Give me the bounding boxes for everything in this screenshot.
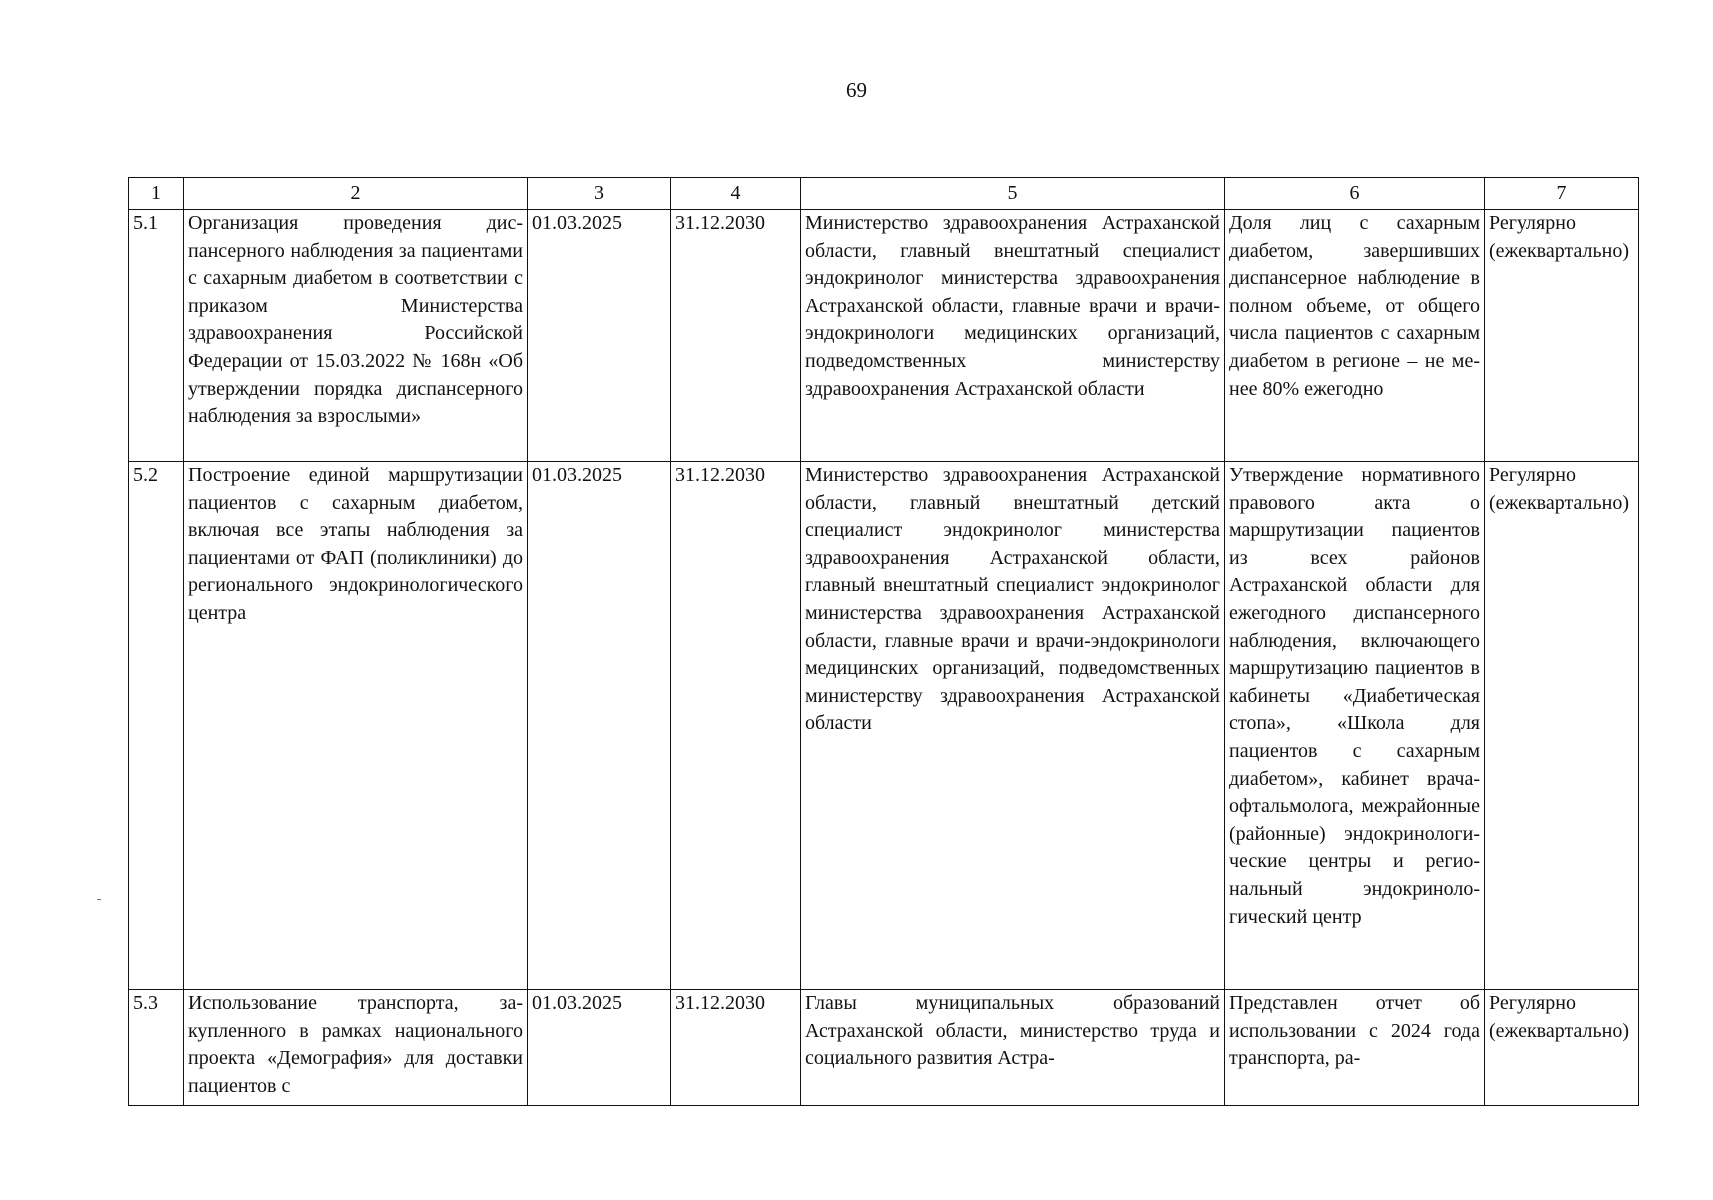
end-date: 31.12.2030: [671, 462, 801, 990]
column-header-5: 5: [801, 178, 1225, 210]
measure-description: Использование транспорта, закупленного в рамках национального проекта «Демография» для доставки пациентов с: [184, 990, 528, 1106]
expected-result: Утверждение нормативного правового акта о маршрутизации пациентов из всех районов Астраханской области для ежегодного диспансерного наблюдения, включающего маршрутизацию пациентов в кабинеты «Диабетическая стопа», «Школа для пациентов с сахарным диабетом», кабинет врача-офтальмолога, межрайонные (районные) эндокринологические центры и региональный эндокринологический центр: [1225, 462, 1485, 990]
responsible-parties: Министерство здравоохранения Астраханской области, главный внештатный специалист эндокринолог министерства здравоохранения Астраханской области, главные врачи и врачи-эндокринологи медицинских организаций, подведомственных министерству здравоохранения Астраханской области: [801, 210, 1225, 462]
table-row: [129, 462, 1639, 990]
responsible-parties: Главы муниципальных образований Астраханской области, министерство труда и социального развития Астра-: [801, 990, 1225, 1106]
column-header-2: 2: [184, 178, 528, 210]
frequency: Регулярно (ежеквартально): [1485, 990, 1639, 1106]
column-header-4: 4: [671, 178, 801, 210]
table-header-row: [129, 178, 1639, 210]
end-date: 31.12.2030: [671, 990, 801, 1106]
table-row: [129, 210, 1639, 462]
expected-result: Представлен отчет об использовании с 2024 года транспорта, ра-: [1225, 990, 1485, 1106]
row-number: 5.3: [129, 990, 184, 1106]
measures-table: [128, 177, 1639, 1106]
row-number: 5.1: [129, 210, 184, 462]
column-header-3: 3: [528, 178, 671, 210]
table-row: [129, 990, 1639, 1106]
column-header-7: 7: [1485, 178, 1639, 210]
start-date: 01.03.2025: [528, 462, 671, 990]
responsible-parties: Министерство здравоохранения Астраханской области, главный внештатный детский специалист эндокринолог министерства здравоохранения Астраханской области, главный внештатный специалист эндокринолог министерства здравоохранения Астраханской области, главные врачи и врачи-эндокринологи медицинских организаций, подведомственных министерству здравоохранения Астраханской области: [801, 462, 1225, 990]
frequency: Регулярно (ежеквартально): [1485, 462, 1639, 990]
row-number: 5.2: [129, 462, 184, 990]
start-date: 01.03.2025: [528, 990, 671, 1106]
start-date: 01.03.2025: [528, 210, 671, 462]
scan-mark: [97, 899, 101, 900]
expected-result: Доля лиц с сахарным диабетом, завершивших диспансерное наблюдение в полном объеме, от общего числа пациентов с сахарным диабетом в регионе – не менее 80% ежегодно: [1225, 210, 1485, 462]
frequency: Регулярно (ежеквартально): [1485, 210, 1639, 462]
measure-description: Организация проведения диспансерного наблюдения за пациентами с сахарным диабетом в соответствии с приказом Министерства здравоохранения Российской Федерации от 15.03.2022 № 168н «Об утверждении порядка диспансерного наблюдения за взрослыми»: [184, 210, 528, 462]
column-header-6: 6: [1225, 178, 1485, 210]
measure-description: Построение единой маршрутизации пациентов с сахарным диабетом, включая все этапы наблюдения за пациентами от ФАП (поликлиники) до регионального эндокринологического центра: [184, 462, 528, 990]
column-header-1: 1: [129, 178, 184, 210]
page-number: 69: [846, 78, 867, 102]
end-date: 31.12.2030: [671, 210, 801, 462]
